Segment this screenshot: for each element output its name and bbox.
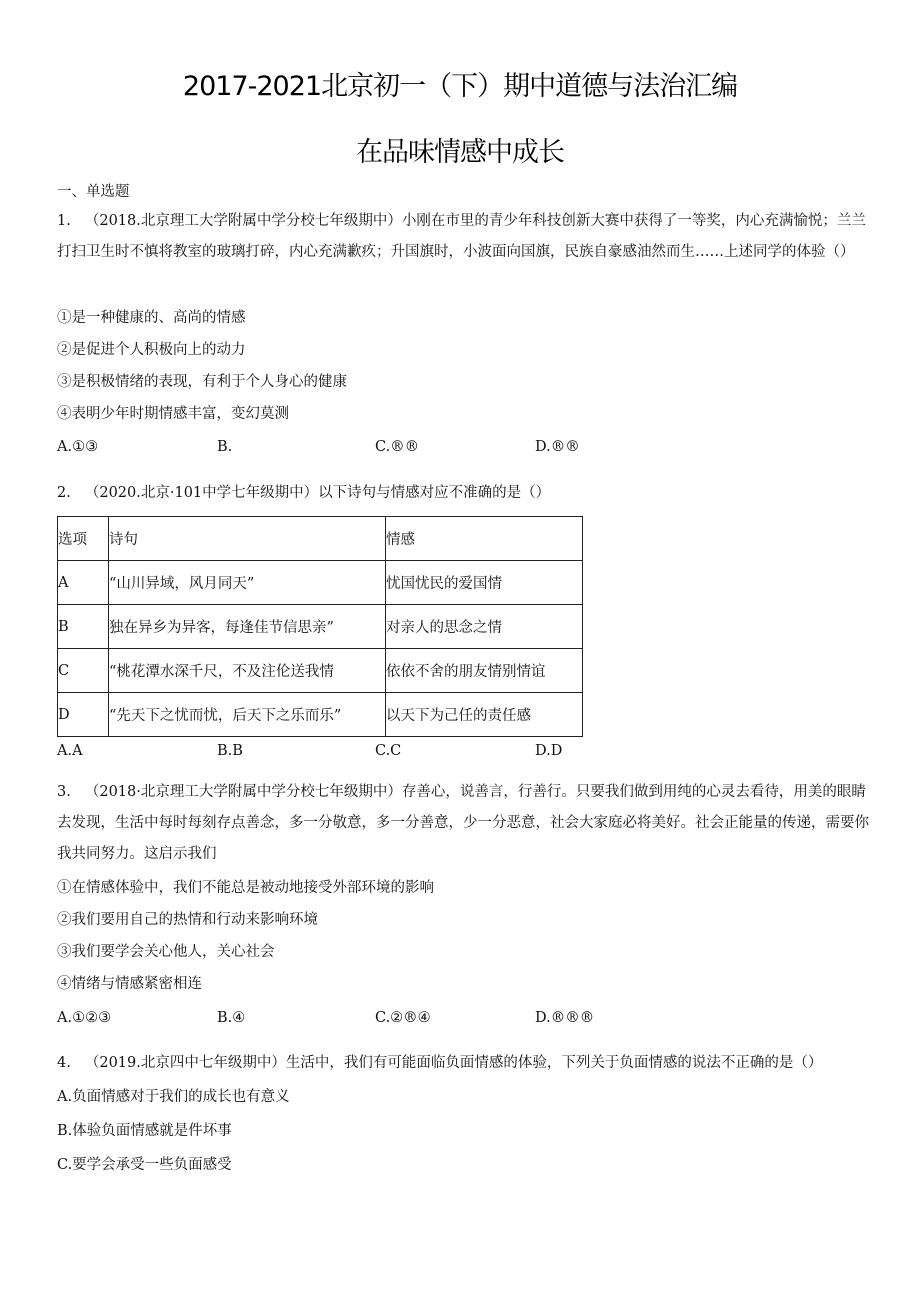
table-row — [58, 649, 583, 693]
table-cell: 以天下为己任的责任感 — [386, 693, 583, 737]
document-title: 2017-2021北京初一（下）期中道德与法治汇编 — [182, 71, 738, 102]
statement-item: ③我们要学会关心他人，关心社会 — [57, 944, 275, 960]
table-cell: “桃花潭水深千尺，不及注伦送我情 — [109, 649, 386, 693]
table-cell: 独在异乡为异客，每逢佳节信思亲” — [109, 605, 386, 649]
table-row — [58, 693, 583, 737]
choice-a[interactable]: A.负面情感对于我们的成长也有意义 — [57, 1089, 290, 1105]
option-b[interactable]: B.④ — [217, 1010, 246, 1026]
question-4-stem — [57, 1053, 822, 1073]
table-cell: “山川异域，风月同天” — [109, 561, 386, 605]
option-c[interactable]: C.®® — [375, 439, 420, 455]
table-header-cell: 情感 — [386, 517, 583, 561]
question-number: 2. — [57, 485, 71, 501]
section-label: 一、单选题 — [57, 184, 130, 200]
option-a[interactable]: A.①③ — [57, 439, 99, 455]
statement-item: ②是促进个人积极向上的动力 — [57, 342, 246, 358]
table-row — [58, 605, 583, 649]
table-header-cell: 诗句 — [109, 517, 386, 561]
choice-b[interactable]: B.体验负面情感就是件坏事 — [57, 1123, 232, 1139]
statement-item: ①在情感体验中，我们不能总是被动地接受外部环境的影响 — [57, 880, 434, 896]
question-text: （2018·北京理工大学附属中学分校七年级期中）存善心，说善言，行善行。只要我们做到用纯的心灵去看待，用美的眼睛去发现，生活中每时每刻存点善念，多一分敬意，多一分善意，少一分恶意，社会大家庭必将美好。社会正能量的传递，需要你我共同努力。这启示我们 — [57, 784, 869, 862]
question-text: （2018.北京理工大学附属中学分校七年级期中）小刚在市里的青少年科技创新大赛中获得了一等奖，内心充满愉悦；兰兰打扫卫生时不慎将教室的玻璃打碎，内心充满歉疚；升国旗时，小波面向国旗，民族自豪感油然而生……上述同学的体验（） — [57, 213, 866, 260]
option-a[interactable]: A.A — [57, 743, 83, 759]
table-cell: D — [58, 693, 109, 737]
option-b[interactable]: B.B — [217, 743, 243, 759]
option-b[interactable]: B. — [217, 439, 233, 455]
option-d[interactable]: D.D — [535, 743, 563, 759]
table-cell: “先天下之忧而忧，后天下之乐而乐” — [109, 693, 386, 737]
statement-item: ③是积极情绪的表现，有利于个人身心的健康 — [57, 374, 347, 390]
table-header-row — [58, 517, 583, 561]
option-d[interactable]: D.®®® — [535, 1010, 595, 1026]
table-header-cell: 选项 — [58, 517, 109, 561]
question-number: 1. — [57, 213, 71, 229]
table-row — [58, 561, 583, 605]
table-cell: C — [58, 649, 109, 693]
option-d[interactable]: D.®® — [535, 439, 580, 455]
table-cell: A — [58, 561, 109, 605]
question-3-stem — [57, 777, 877, 870]
poem-emotion-table — [57, 516, 583, 737]
table-cell: 对亲人的思念之情 — [386, 605, 583, 649]
question-2-stem — [57, 483, 550, 503]
question-text: （2020.北京·101中学七年级期中）以下诗句与情感对应不准确的是（） — [84, 485, 551, 501]
statement-item: ②我们要用自己的热情和行动来影响环境 — [57, 912, 318, 928]
table-cell: 忧国忧民的爱国情 — [386, 561, 583, 605]
question-number: 3. — [57, 784, 71, 800]
option-c[interactable]: C.C — [375, 743, 402, 759]
table-cell: 依依不舍的朋友情别情谊 — [386, 649, 583, 693]
table-cell: B — [58, 605, 109, 649]
question-text: （2019.北京四中七年级期中）生活中，我们有可能面临负面情感的体验，下列关于负面情感的说法不正确的是（） — [84, 1055, 823, 1071]
option-a[interactable]: A.①②③ — [57, 1010, 112, 1026]
document-subtitle: 在品味情感中成长 — [356, 137, 564, 168]
question-1-stem — [57, 206, 877, 268]
option-c[interactable]: C.②®④ — [375, 1010, 431, 1026]
statement-item: ④情绪与情感紧密相连 — [57, 976, 202, 992]
question-number: 4. — [57, 1055, 71, 1071]
choice-c[interactable]: C.要学会承受一些负面感受 — [57, 1157, 232, 1173]
statement-item: ①是一种健康的、高尚的情感 — [57, 310, 246, 326]
statement-item: ④表明少年时期情感丰富，变幻莫测 — [57, 406, 289, 422]
